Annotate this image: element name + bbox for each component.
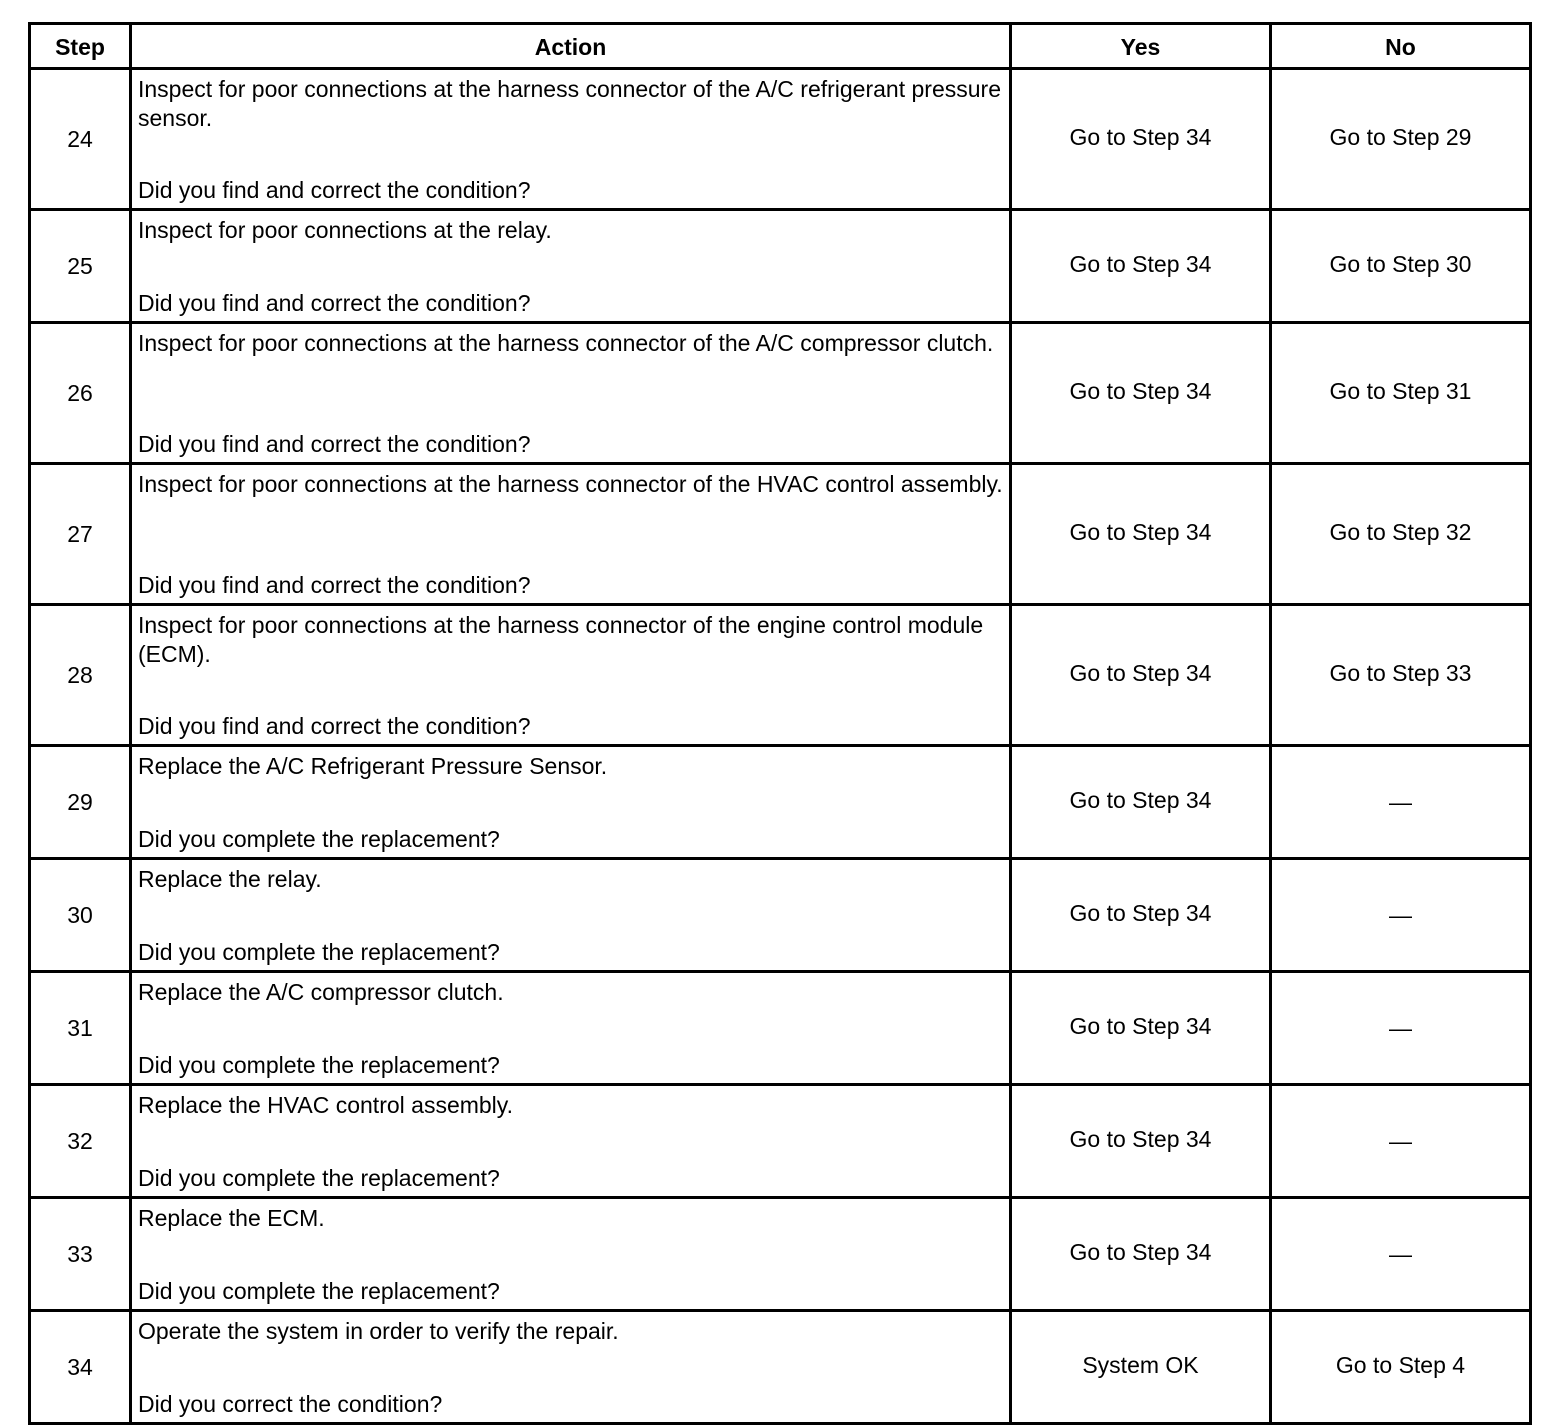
action-text: Inspect for poor connections at the harness connector of the engine control module (ECM). [138,612,984,667]
yes-cell: Go to Step 34 [1011,746,1271,859]
action-text: Inspect for poor connections at the harness connector of the HVAC control assembly. [138,471,1003,497]
yes-cell: Go to Step 34 [1011,859,1271,972]
step-number: 26 [30,323,131,464]
table-row [30,464,1531,605]
no-cell: Go to Step 30 [1271,210,1531,323]
action-text: Replace the relay. [138,866,322,892]
action-cell [131,605,1011,746]
action-text: Inspect for poor connections at the harness connector of the A/C refrigerant pressure sensor. [138,76,1001,131]
action-question: Did you complete the replacement? [138,939,500,965]
action-question: Did you complete the replacement? [138,1278,500,1304]
table-row [30,1311,1531,1424]
step-number: 24 [30,69,131,210]
step-number: 34 [30,1311,131,1424]
action-question: Did you find and correct the condition? [138,431,531,457]
yes-cell: System OK [1011,1311,1271,1424]
no-cell: Go to Step 32 [1271,464,1531,605]
table-row [30,605,1531,746]
table-row [30,323,1531,464]
step-number: 25 [30,210,131,323]
step-number: 28 [30,605,131,746]
step-number: 27 [30,464,131,605]
no-cell: — [1271,746,1531,859]
no-cell: — [1271,972,1531,1085]
table-row [30,69,1531,210]
table-row [30,1085,1531,1198]
column-header-step: Step [30,24,131,69]
action-text: Replace the HVAC control assembly. [138,1092,513,1118]
action-cell [131,464,1011,605]
action-question: Did you complete the replacement? [138,1165,500,1191]
table-row [30,746,1531,859]
action-question: Did you find and correct the condition? [138,177,531,203]
no-cell: Go to Step 33 [1271,605,1531,746]
action-question: Did you complete the replacement? [138,1052,500,1078]
action-text: Replace the A/C compressor clutch. [138,979,504,1005]
action-cell [131,1085,1011,1198]
no-cell: Go to Step 31 [1271,323,1531,464]
action-cell [131,69,1011,210]
no-cell: — [1271,1198,1531,1311]
action-cell [131,1311,1011,1424]
yes-cell: Go to Step 34 [1011,323,1271,464]
yes-cell: Go to Step 34 [1011,1198,1271,1311]
action-question: Did you find and correct the condition? [138,572,531,598]
step-number: 31 [30,972,131,1085]
column-header-action: Action [131,24,1011,69]
table-row [30,859,1531,972]
no-cell: Go to Step 29 [1271,69,1531,210]
action-text: Replace the A/C Refrigerant Pressure Sensor. [138,753,608,779]
step-number: 30 [30,859,131,972]
action-text: Inspect for poor connections at the relay. [138,217,552,243]
yes-cell: Go to Step 34 [1011,69,1271,210]
action-question: Did you correct the condition? [138,1391,443,1417]
no-cell: Go to Step 4 [1271,1311,1531,1424]
yes-cell: Go to Step 34 [1011,464,1271,605]
step-number: 32 [30,1085,131,1198]
table-row [30,210,1531,323]
action-question: Did you find and correct the condition? [138,713,531,739]
yes-cell: Go to Step 34 [1011,210,1271,323]
action-cell [131,1198,1011,1311]
yes-cell: Go to Step 34 [1011,1085,1271,1198]
column-header-yes: Yes [1011,24,1271,69]
table-row [30,1198,1531,1311]
no-cell: — [1271,859,1531,972]
yes-cell: Go to Step 34 [1011,605,1271,746]
action-question: Did you find and correct the condition? [138,290,531,316]
action-cell [131,323,1011,464]
table-row [30,972,1531,1085]
yes-cell: Go to Step 34 [1011,972,1271,1085]
diagnostic-table [28,22,1532,1425]
action-cell [131,746,1011,859]
step-number: 33 [30,1198,131,1311]
action-cell [131,859,1011,972]
action-text: Inspect for poor connections at the harness connector of the A/C compressor clutch. [138,330,994,356]
action-text: Replace the ECM. [138,1205,325,1231]
action-cell [131,972,1011,1085]
action-question: Did you complete the replacement? [138,826,500,852]
column-header-no: No [1271,24,1531,69]
action-cell [131,210,1011,323]
step-number: 29 [30,746,131,859]
no-cell: — [1271,1085,1531,1198]
header-row [30,24,1531,69]
action-text: Operate the system in order to verify the repair. [138,1318,619,1344]
